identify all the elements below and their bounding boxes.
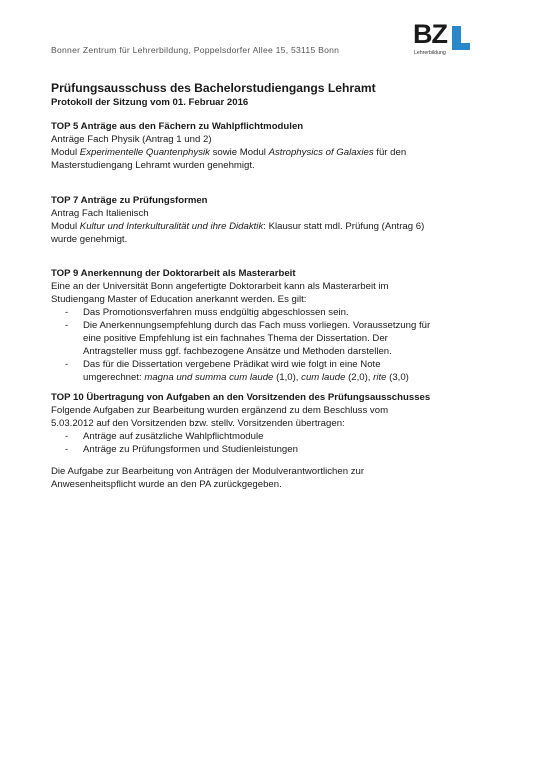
section-heading: TOP 5 Anträge aus den Fächern zu Wahlpflichtmodulen (51, 121, 304, 132)
paragraph: Modul Experimentelle Quantenphysik sowie Modul Astrophysics of Galaxies für den Masterstudiengang Lehramt wurden genehmigt. (51, 147, 407, 171)
section-heading: TOP 7 Anträge zu Prüfungsformen (51, 195, 208, 206)
paragraph: Folgende Aufgaben zur Bearbeitung wurden ergänzend zu dem Beschluss vom 5.03.2012 auf den Vorsitzenden bzw. stellv. Vorsitzenden übertragen: (51, 405, 389, 429)
list-item: - Die Anerkennungsempfehlung durch das Fach muss vorliegen. Voraussetzung für eine positive Empfehlung ist ein fachnahes Thema der Dissertation. Der Antragsteller muss ggf. fachbezogene Ansätze und Methoden darstellen. (65, 320, 431, 357)
logo-l-horizontal (452, 43, 470, 50)
section-heading: TOP 10 Übertragung von Aufgaben an den Vorsitzenden des Prüfungsausschusses (51, 392, 431, 403)
section-top9 (51, 267, 431, 384)
bullet-list (51, 430, 431, 456)
logo-subtitle: Lehrerbildung (414, 50, 446, 56)
list-item: - Anträge auf zusätzliche Wahlpflichtmodule (65, 431, 264, 442)
section-top5 (51, 120, 431, 172)
closing-section (51, 465, 431, 491)
paragraph: Die Aufgabe zur Bearbeitung von Anträgen der Modulverantwortlichen zur Anwesenheitspflicht wurde an den PA zurückgegeben. (51, 466, 365, 490)
paragraph: Modul Kultur und Interkulturalität und ihre Didaktik: Klausur statt mdl. Prüfung (Antrag 6) wurde genehmigt. (51, 221, 425, 245)
document-body (51, 81, 431, 512)
logo-text: BZ (413, 19, 447, 49)
list-item: - Das für die Dissertation vergebene Prädikat wird wie folgt in eine Note umgerechnet: magna und summa cum laude (1,0), cum laude (2,0), rite (3,0) (65, 359, 409, 383)
bzl-logo (413, 19, 469, 62)
list-item: - Anträge zu Prüfungsformen und Studienleistungen (65, 444, 298, 455)
section-top10 (51, 391, 431, 456)
paragraph: Anträge Fach Physik (Antrag 1 und 2) (51, 134, 212, 145)
list-item: - Das Promotionsverfahren muss endgültig abgeschlossen sein. (65, 307, 349, 318)
document-subtitle: Protokoll der Sitzung vom 01. Februar 2016 (51, 97, 249, 108)
paragraph: Eine an der Universität Bonn angefertigte Doktorarbeit kann als Masterarbeit im Studiengang Master of Education anerkannt werden. Es gilt: (51, 281, 389, 305)
document-title: Prüfungsausschuss des Bachelorstudiengangs Lehramt (51, 81, 376, 95)
paragraph: Antrag Fach Italienisch (51, 208, 149, 219)
section-top7 (51, 194, 431, 246)
section-heading: TOP 9 Anerkennung der Doktorarbeit als Masterarbeit (51, 268, 296, 279)
bullet-list (51, 306, 431, 384)
header-address: Bonner Zentrum für Lehrerbildung, Poppelsdorfer Allee 15, 53115 Bonn (51, 45, 340, 55)
